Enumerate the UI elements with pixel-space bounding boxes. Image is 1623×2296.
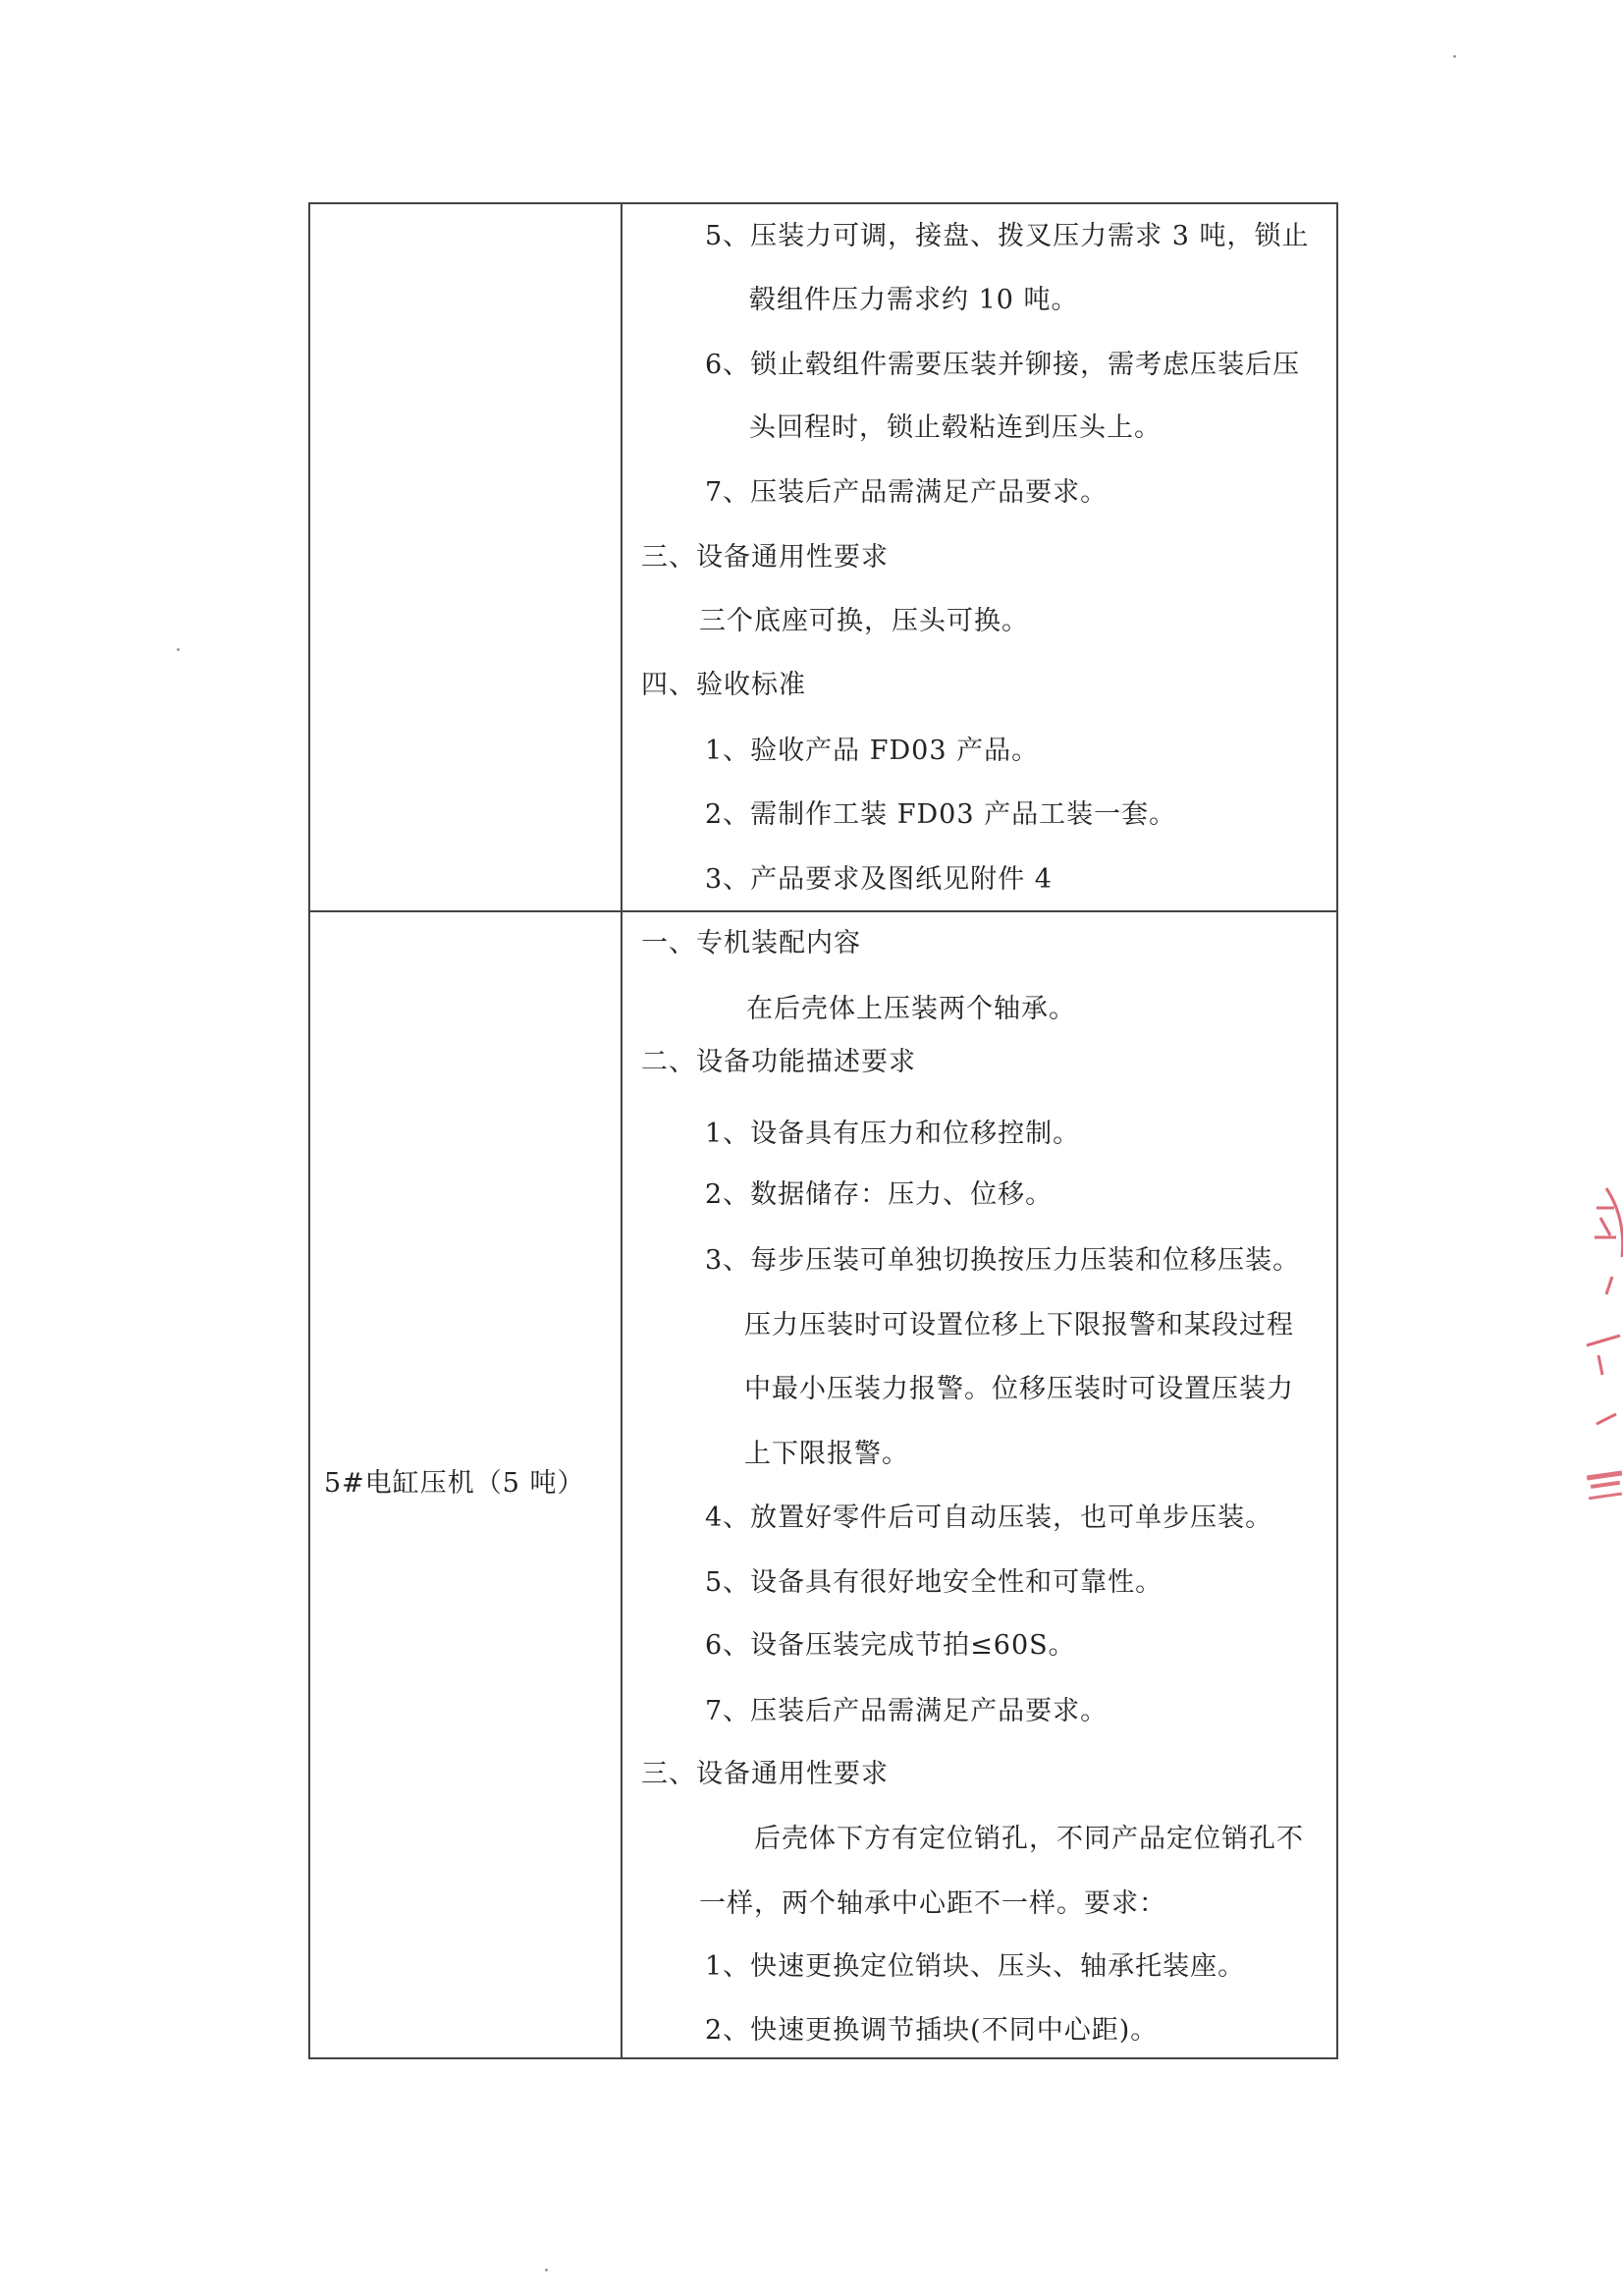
row1-line-1: 5、压装力可调，接盘、拨叉压力需求 3 吨，锁止 [705, 221, 1310, 251]
table-top-border [308, 202, 1338, 204]
row2-line-10: 4、放置好零件后可自动压装，也可单步压装。 [705, 1503, 1273, 1533]
column-divider [621, 202, 622, 2059]
table-left-border [308, 202, 310, 2059]
row1-line-7: 三个底座可换，压头可换。 [699, 606, 1029, 636]
row1-heading-4: 四、验收标准 [641, 670, 806, 700]
row2-line-15: 后壳体下方有定位销孔，不同产品定位销孔不 [754, 1824, 1304, 1854]
row2-line-18: 2、快速更换调节插块(不同中心距)。 [705, 2015, 1159, 2046]
row2-line-13: 7、压装后产品需满足产品要求。 [705, 1696, 1109, 1726]
row1-line-11: 3、产品要求及图纸见附件 4 [705, 864, 1053, 895]
row2-line-8: 中最小压装力报警。位移压装时可设置压装力 [744, 1374, 1294, 1404]
scan-speck [1453, 55, 1456, 58]
row-divider [308, 910, 1338, 912]
row1-line-5: 7、压装后产品需满足产品要求。 [705, 477, 1109, 508]
row2-line-4: 1、设备具有压力和位移控制。 [705, 1119, 1081, 1149]
row2-heading-2: 二、设备功能描述要求 [641, 1047, 916, 1077]
scan-speck [177, 648, 180, 651]
row2-heading-3: 三、设备通用性要求 [641, 1759, 889, 1789]
row2-line-17: 1、快速更换定位销块、压头、轴承托装座。 [705, 1951, 1246, 1982]
row2-line-2: 在后壳体上压装两个轴承。 [746, 994, 1076, 1024]
row2-line-16: 一样，两个轴承中心距不一样。要求： [699, 1888, 1166, 1919]
row1-line-10: 2、需制作工装 FD03 产品工装一套。 [705, 799, 1177, 830]
table-bottom-border [308, 2057, 1338, 2059]
row1-line-9: 1、验收产品 FD03 产品。 [705, 736, 1040, 766]
row2-line-11: 5、设备具有很好地安全性和可靠性。 [705, 1567, 1163, 1598]
row1-line-2: 毂组件压力需求约 10 吨。 [749, 285, 1079, 315]
table-right-border [1336, 202, 1338, 2059]
scan-speck [545, 2269, 548, 2271]
row1-line-4: 头回程时，锁止毂粘连到压头上。 [749, 412, 1162, 443]
equipment-name-label: 5#电缸压机（5 吨） [324, 1468, 585, 1499]
row2-heading-1: 一、专机装配内容 [641, 928, 861, 958]
row2-line-5: 2、数据储存：压力、位移。 [705, 1179, 1054, 1210]
seal-stamp-fragment [1577, 1178, 1623, 1552]
row2-line-9: 上下限报警。 [744, 1439, 909, 1469]
row2-line-7: 压力压装时可设置位移上下限报警和某段过程 [744, 1310, 1294, 1340]
row1-line-3: 6、锁止毂组件需要压装并铆接，需考虑压装后压 [705, 350, 1301, 380]
row2-line-6: 3、每步压装可单独切换按压力压装和位移压装。 [705, 1245, 1301, 1276]
row1-heading-3: 三、设备通用性要求 [641, 542, 889, 573]
row2-line-12: 6、设备压装完成节拍≤60S。 [705, 1630, 1076, 1661]
